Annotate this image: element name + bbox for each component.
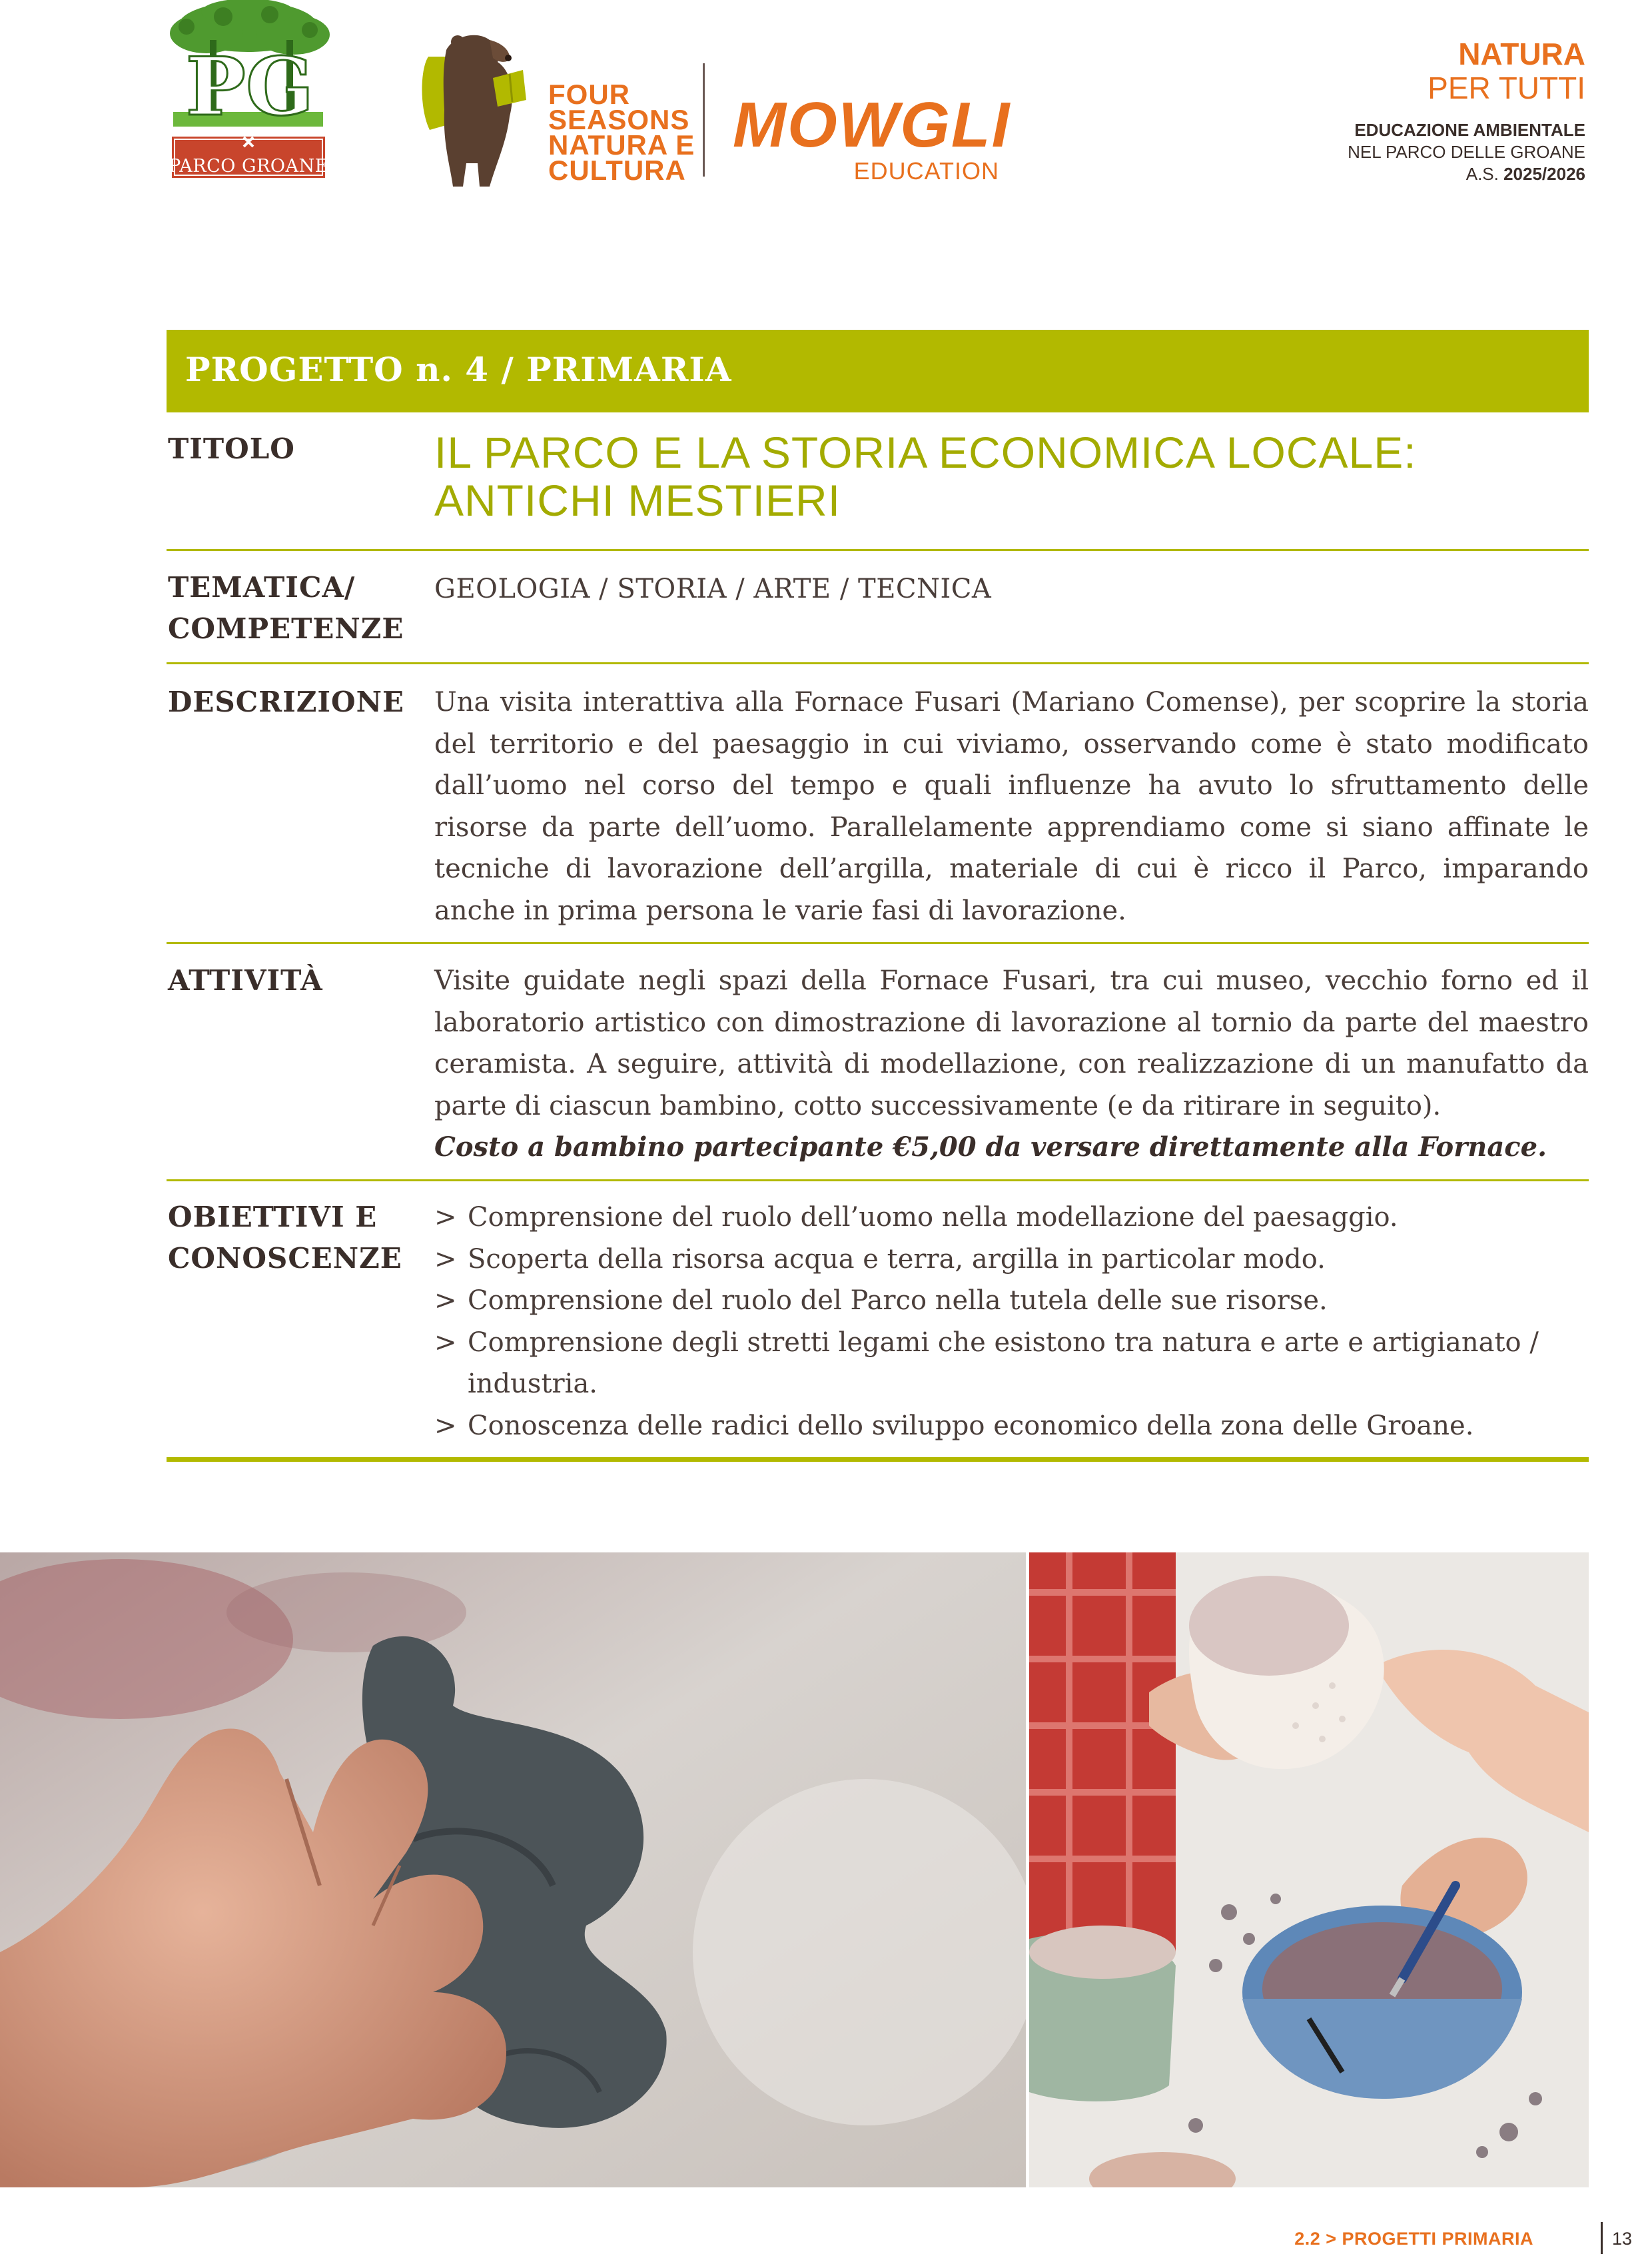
masthead-line-4: NEL PARCO DELLE GROANE bbox=[1348, 142, 1585, 162]
tematica-label bbox=[168, 567, 404, 650]
project-banner bbox=[167, 330, 1589, 412]
photo-children-decorating-bowls bbox=[1029, 1552, 1589, 2187]
four-seasons-text bbox=[548, 79, 695, 186]
footer-divider bbox=[1601, 2222, 1603, 2254]
obiettivi-list bbox=[434, 1197, 1589, 1446]
list-item: > Comprensione degli stretti legami che esistono tra natura e arte e artigianato / industria. bbox=[434, 1322, 1589, 1405]
footer-section-label: 2.2 > PROGETTI PRIMARIA bbox=[1294, 2229, 1533, 2249]
four-seasons-line-4: CULTURA bbox=[548, 155, 686, 186]
masthead-line-1: NATURA bbox=[1458, 37, 1585, 71]
mowgli-wordmark: MOWGLI bbox=[733, 89, 1011, 161]
tematica-label-line-2: COMPETENZE bbox=[168, 612, 404, 645]
masthead-year: 2025/2026 bbox=[1503, 164, 1585, 184]
list-item: > Scoperta della risorsa acqua e terra, argilla in particolar modo. bbox=[434, 1239, 1589, 1281]
four-seasons-line-3: NATURA E bbox=[548, 129, 695, 161]
masthead-line-3: EDUCAZIONE AMBIENTALE bbox=[1354, 120, 1585, 140]
parco-groane-caption: PARCO GROANE bbox=[169, 156, 328, 177]
row-divider bbox=[167, 942, 1589, 944]
list-item: > Comprensione del ruolo dell’uomo nella modellazione del paesaggio. bbox=[434, 1197, 1589, 1239]
obiettivi-label-line-1: OBIETTIVI E bbox=[168, 1201, 378, 1233]
parco-groane-logo bbox=[160, 0, 336, 179]
obiettivi-label bbox=[168, 1197, 402, 1279]
row-divider bbox=[167, 662, 1589, 664]
tematica-label-line-1: TEMATICA/ bbox=[168, 571, 356, 604]
four-seasons-line-2: SEASONS bbox=[548, 104, 690, 135]
four-seasons-line-1: FOUR bbox=[548, 79, 630, 110]
attivita-label: ATTIVITÀ bbox=[168, 964, 323, 997]
tematica-value: GEOLOGIA / STORIA / ARTE / TECNICA bbox=[434, 574, 992, 604]
row-divider bbox=[167, 549, 1589, 551]
bear-icon bbox=[416, 30, 540, 190]
mowgli-subtitle: EDUCATION bbox=[853, 157, 999, 185]
titolo-label: TITOLO bbox=[168, 432, 295, 465]
mowgli-education-logo bbox=[733, 89, 1013, 185]
descrizione-value: Una visita interattiva alla Fornace Fusari (Mariano Comense), per scoprire la storia del territorio e del paesaggio in cui viviamo, osservando come è stato modificato dall’uomo nel corso del tempo e quali influenze ha avuto lo sfruttamento delle risorse da parte dell’uomo. Parallelamente apprendiamo come si siano affinate le tecniche di lavorazione dell’argilla, materiale di cui è ricco il Parco, imparando anche in prima persona le varie fasi di lavorazione. bbox=[434, 687, 1589, 926]
row-divider bbox=[167, 1179, 1589, 1181]
titolo-value: IL PARCO E LA STORIA ECONOMICA LOCALE: ANTICHI MESTIERI bbox=[434, 428, 1417, 525]
attivita-text: Visite guidate negli spazi della Fornace Fusari, tra cui museo, vecchio forno ed il laboratorio artistico con dimostrazione di lavorazione al tornio da parte del maestro ceramista. A seguire, attività di modellazione, con realizzazione di un manufatto da parte di ciascun bambino, cotto successivamente (e da ritirare in seguito). bbox=[434, 965, 1589, 1121]
parco-groane-letters: PG bbox=[185, 40, 314, 134]
obiettivi-label-line-2: CONOSCENZE bbox=[168, 1242, 402, 1275]
obiettivi-list-wrapper bbox=[434, 1197, 1589, 1446]
list-item: > Conoscenza delle radici dello sviluppo economico della zona delle Groane. bbox=[434, 1405, 1589, 1447]
page-number: 13 bbox=[1612, 2229, 1633, 2249]
photo-hand-modelling-clay bbox=[0, 1552, 1026, 2187]
table-bottom-rule bbox=[167, 1457, 1589, 1462]
attivita-value bbox=[434, 960, 1589, 1169]
descrizione-label: DESCRIZIONE bbox=[168, 686, 405, 718]
logo-divider bbox=[703, 63, 705, 177]
masthead bbox=[1348, 37, 1585, 185]
attivita-cost-note: Costo a bambino partecipante €5,00 da versare direttamente alla Fornace. bbox=[434, 1131, 1547, 1163]
masthead-school-year bbox=[1348, 163, 1585, 185]
masthead-line-2: PER TUTTI bbox=[1428, 71, 1585, 105]
four-seasons-logo bbox=[416, 30, 696, 190]
masthead-year-prefix: A.S. bbox=[1465, 164, 1504, 184]
project-banner-title: PROGETTO n. 4 / PRIMARIA bbox=[185, 350, 732, 389]
list-item: > Comprensione del ruolo del Parco nella tutela delle sue risorse. bbox=[434, 1280, 1589, 1322]
